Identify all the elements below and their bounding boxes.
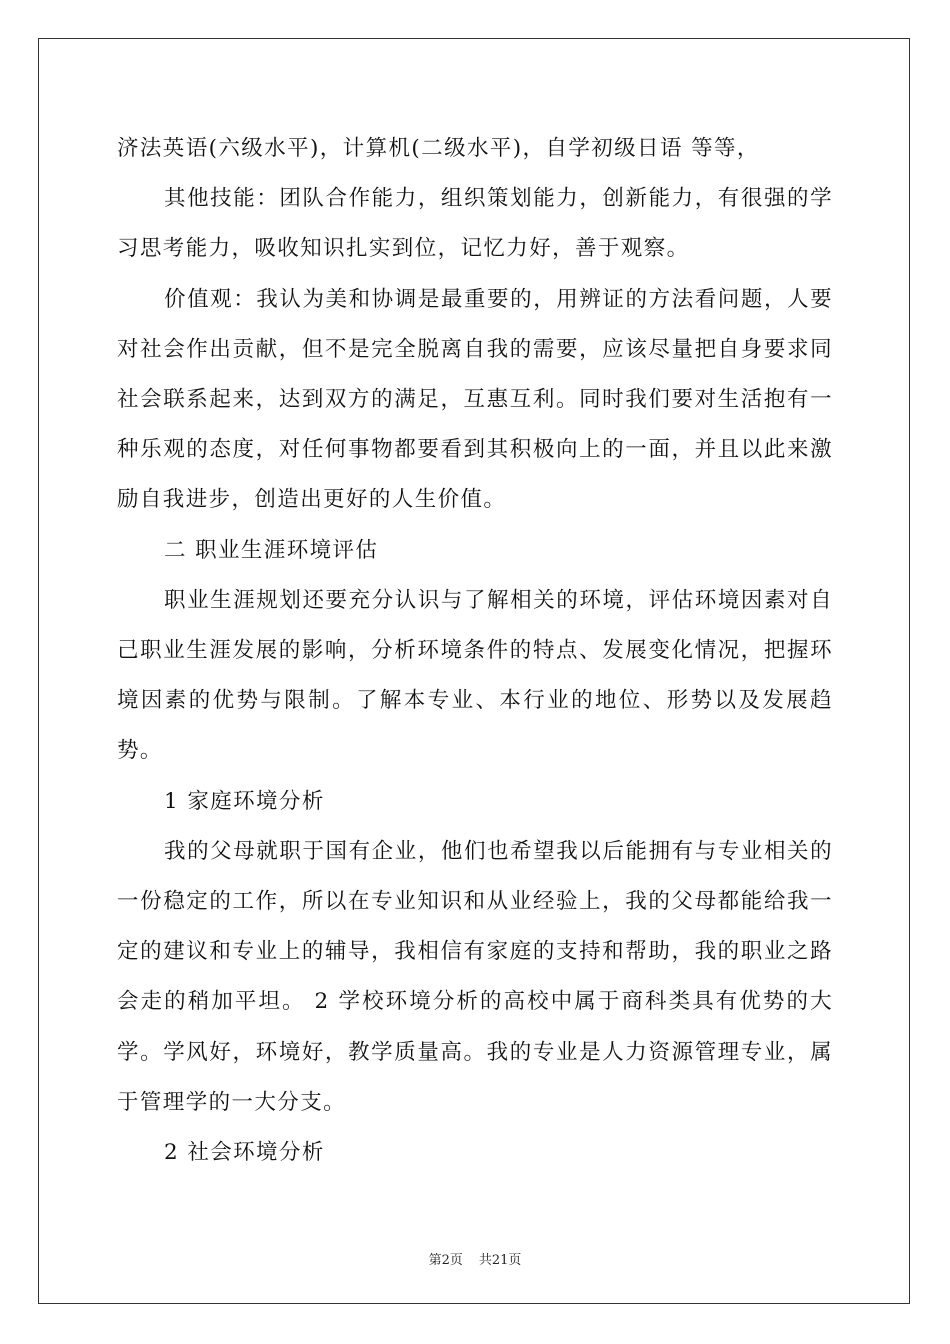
subheading-social-environment: 2 社会环境分析 bbox=[164, 1140, 325, 1166]
paragraph-other-skills: 其他技能：团队合作能力，组织策划能力，创新能力，有很强的学习思考能力，吸收知识扎实到位，记忆力好，善于观察。 bbox=[117, 186, 833, 262]
page-footer bbox=[0, 1249, 950, 1268]
subheading-family-environment: 1 家庭环境分析 bbox=[164, 788, 325, 814]
paragraph-values: 价值观：我认为美和协调是最重要的，用辨证的方法看问题，人要对社会作出贡献，但不是完全脱离自我的需要，应该尽量把自身要求同社会联系起来，达到双方的满足，互惠互利。同时我们要对生活抱有一种乐观的态度，对任何事物都要看到其积极向上的一面，并且以此来激励自我进步，创造出更好的人生价值。 bbox=[117, 286, 833, 513]
section-heading-environment-assessment: 二 职业生涯环境评估 bbox=[164, 537, 379, 563]
page-number: 第2页 bbox=[428, 1253, 463, 1268]
paragraph-skills-languages: 济法英语(六级水平)，计算机(二级水平)，自学初级日语 等等， bbox=[117, 136, 760, 161]
paragraph-family-school: 我的父母就职于国有企业，他们也希望我以后能拥有与专业相关的一份稳定的工作，所以在专业知识和从业经验上，我的父母都能给我一定的建议和专业上的辅导，我相信有家庭的支持和帮助，我的职业之路会走的稍加平坦。 2 学校环境分析的高校中属于商科类具有优势的大学。学风好，环境好，教学质量高。我的专业是人力资源管理专业，属于管理学的一大分支。 bbox=[117, 838, 833, 1115]
paragraph-environment-intro: 职业生涯规划还要充分认识与了解相关的环境，评估环境因素对自己职业生涯发展的影响，分析环境条件的特点、发展变化情况，把握环境因素的优势与限制。了解本专业、本行业的地位、形势以及发展趋势。 bbox=[117, 587, 833, 764]
total-pages: 共21页 bbox=[478, 1253, 522, 1268]
document-body bbox=[117, 124, 833, 1178]
